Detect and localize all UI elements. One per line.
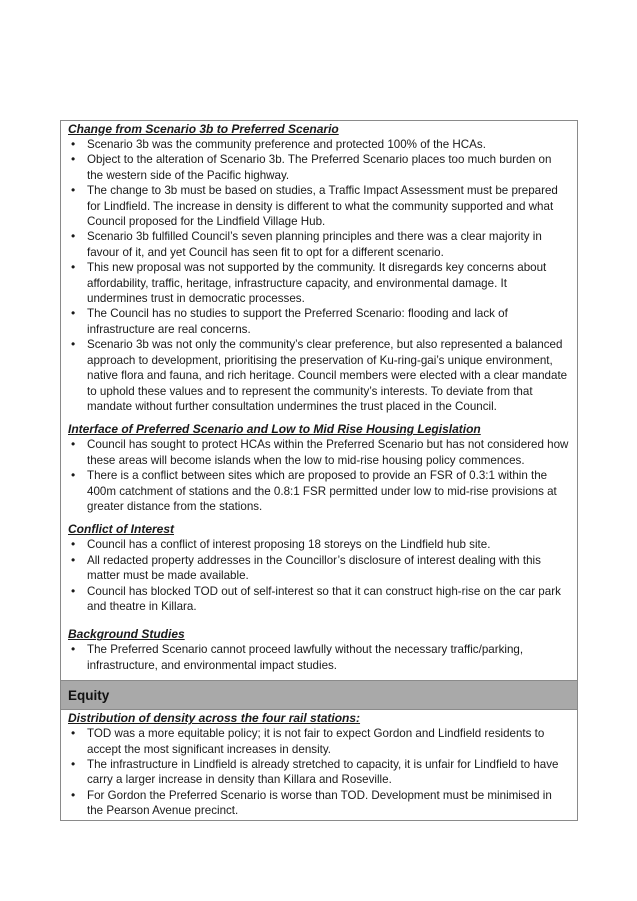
list-item: • The Council has no studies to support the Preferred Scenario: flooding and lack of infrastructure are real concerns.	[68, 306, 570, 337]
list-item: • For Gordon the Preferred Scenario is worse than TOD. Development must be minimised in the Pearson Avenue precinct.	[68, 788, 570, 819]
section-heading-density: Distribution of density across the four rail stations:	[68, 711, 361, 726]
conflict-list	[68, 537, 570, 614]
list-item: • Council has a conflict of interest proposing 18 storeys on the Lindfield hub site.	[68, 537, 570, 552]
list-item: • Scenario 3b was not only the community’s clear preference, but also represented a balanced approach to development, prioritising the preservation of Ku-ring-gai’s unique environment, native flora and fauna, and rich heritage. Council members were elected with a clear mandate to uphold these values and to represent the community’s interests. To deviate from that mandate without further consultation undermines the trust placed in the Council.	[68, 337, 570, 414]
list-item: • The Preferred Scenario cannot proceed lawfully without the necessary traffic/parking, infrastructure, and environmental impact studies.	[68, 642, 570, 673]
list-item: • Scenario 3b fulfilled Council’s seven planning principles and there was a clear majority in favour of it, and yet Council has seen fit to opt for a different scenario.	[68, 229, 570, 260]
scenario-change-list	[68, 137, 570, 414]
list-item: • There is a conflict between sites which are proposed to provide an FSR of 0.3:1 within the 400m catchment of stations and the 0.8:1 FSR permitted under low to mid-rise provisions at greater distance from the stations.	[68, 468, 570, 514]
list-item: • Council has sought to protect HCAs within the Preferred Scenario but has not considered how these areas will become islands when the low to mid-rise housing policy commences.	[68, 437, 570, 468]
background-list	[68, 642, 570, 673]
list-item: • Scenario 3b was the community preference and protected 100% of the HCAs.	[68, 137, 570, 152]
list-item: • Object to the alteration of Scenario 3b. The Preferred Scenario places too much burden on the western side of the Pacific highway.	[68, 152, 570, 183]
list-item: • This new proposal was not supported by the community. It disregards key concerns about affordability, traffic, heritage, infrastructure capacity, and environmental damage. It undermines trust in democratic processes.	[68, 260, 570, 306]
equity-cell	[61, 710, 577, 819]
list-item: • Council has blocked TOD out of self-interest so that it can construct high-rise on the car park and theatre in Killara.	[68, 584, 570, 615]
list-item: • The change to 3b must be based on studies, a Traffic Impact Assessment must be prepared for Lindfield. The increase in density is different to what the community supported and what Council proposed for the Lindfield Village Hub.	[68, 183, 570, 229]
equity-title: Equity	[68, 687, 110, 703]
section-heading-conflict: Conflict of Interest	[68, 522, 175, 537]
section-heading-interface: Interface of Preferred Scenario and Low to Mid Rise Housing Legislation	[68, 422, 481, 437]
list-item: • TOD was a more equitable policy; it is not fair to expect Gordon and Lindfield residents to accept the most significant increases in density.	[68, 726, 570, 757]
interface-list	[68, 437, 570, 514]
section-heading-scenario-change: Change from Scenario 3b to Preferred Scenario	[68, 122, 339, 136]
submission-table	[60, 120, 578, 821]
list-item: • All redacted property addresses in the Councillor’s disclosure of interest dealing with this matter must be made available.	[68, 553, 570, 584]
list-item: • The infrastructure in Lindfield is already stretched to capacity, it is unfair for Lindfield to have carry a larger increase in density than Killara and Roseville.	[68, 757, 570, 788]
equity-list	[68, 726, 570, 818]
objections-cell	[61, 121, 577, 680]
equity-header-row	[61, 680, 577, 710]
section-heading-background: Background Studies	[68, 627, 185, 642]
